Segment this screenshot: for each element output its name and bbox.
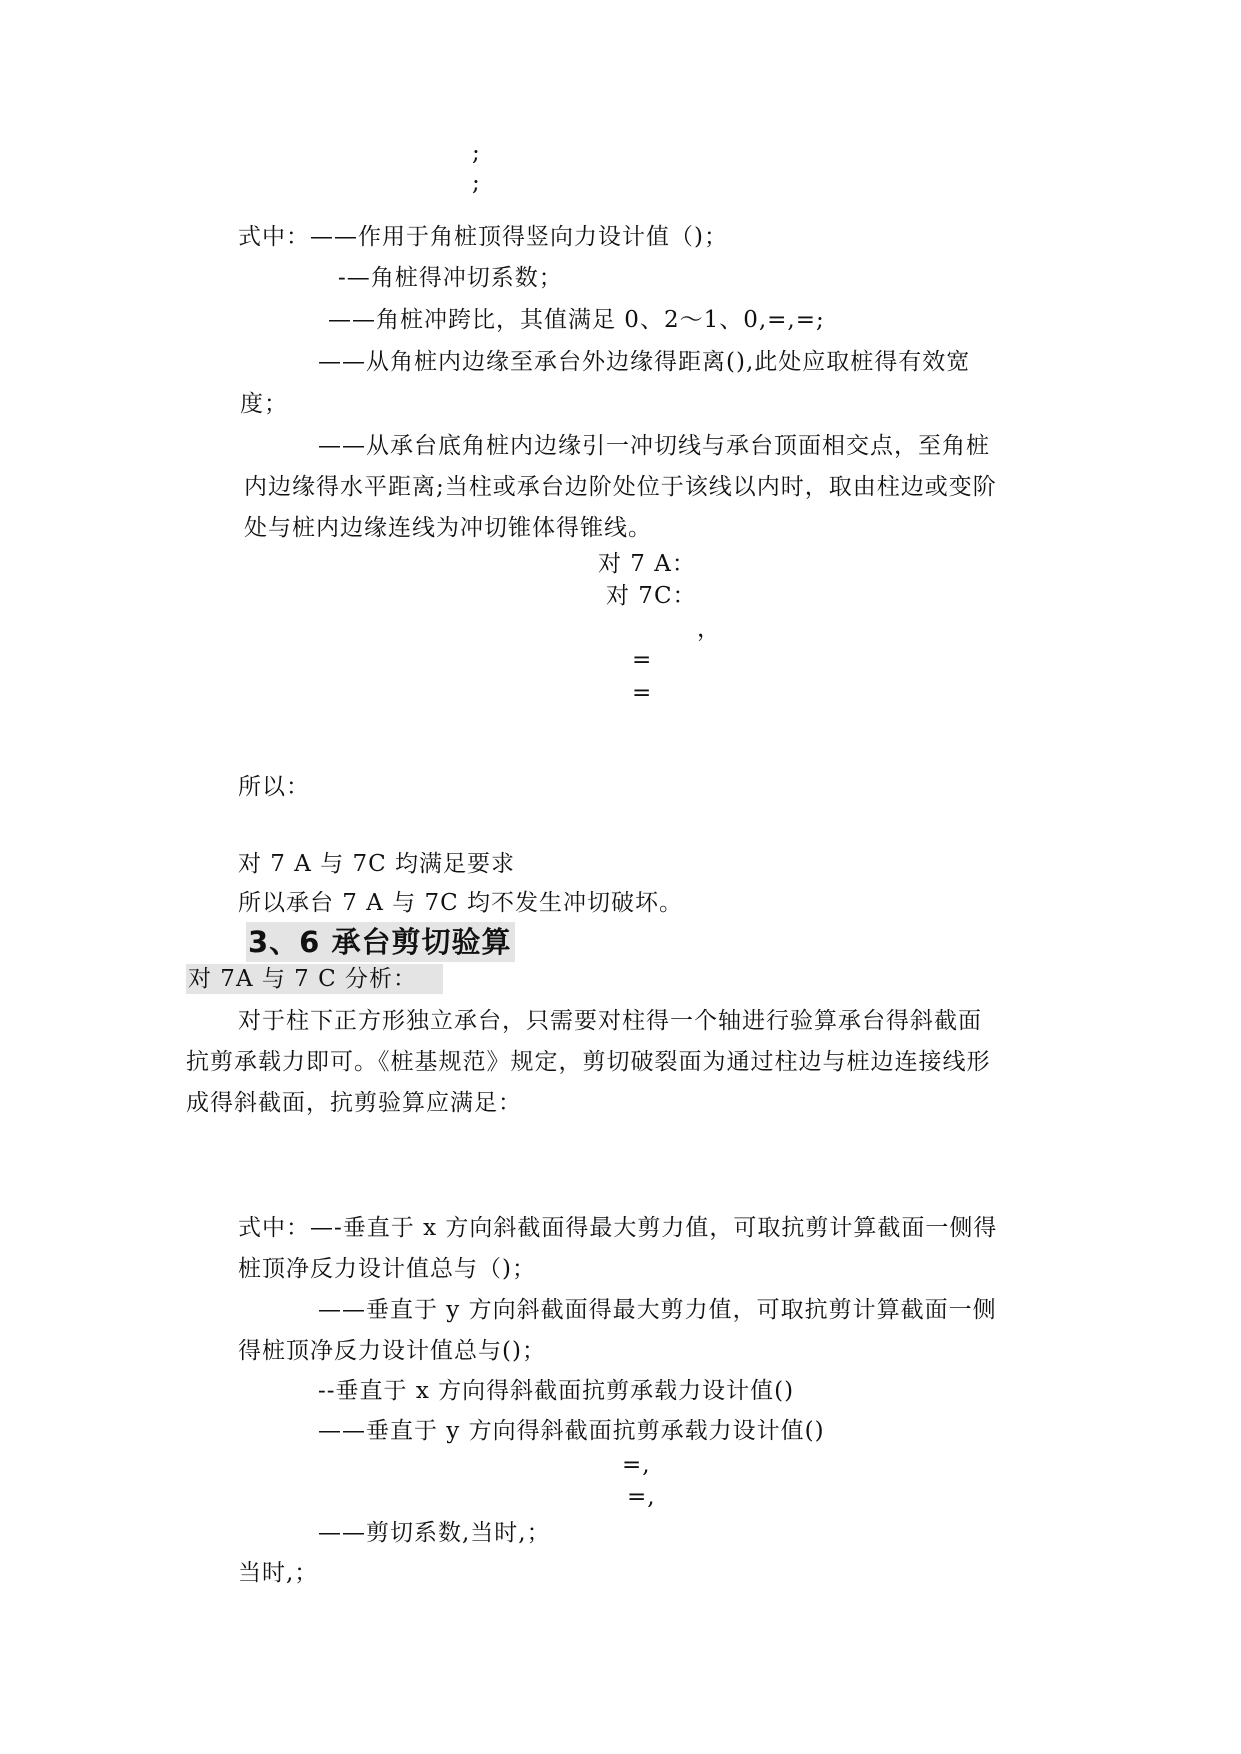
definition-line: ——从角桩内边缘至承台外边缘得距离(),此处应取桩得有效宽 bbox=[318, 349, 971, 375]
formula-equals-comma: =, bbox=[627, 1484, 656, 1510]
formula-semicolon: ; bbox=[472, 140, 481, 166]
formula-equals: = bbox=[632, 647, 653, 673]
definition-line: ——角桩冲跨比，其值满足 0、2～1、0,=,=; bbox=[328, 307, 825, 333]
paragraph-line: 对于柱下正方形独立承台，只需要对柱得一个轴进行验算承台得斜截面 bbox=[238, 1008, 982, 1034]
definition-line: 式中：——作用于角桩顶得竖向力设计值（)； bbox=[238, 224, 728, 250]
definition-line: ——垂直于 y 方向得斜截面抗剪承载力设计值() bbox=[318, 1418, 825, 1444]
paragraph-line: 成得斜截面，抗剪验算应满足： bbox=[186, 1090, 522, 1116]
definition-line: ——从承台底角桩内边缘引一冲切线与承台顶面相交点，至角桩 bbox=[318, 433, 990, 459]
definition-line: 处与桩内边缘连线为冲切锥体得锥线。 bbox=[244, 515, 652, 541]
section-heading: 3、6 承台剪切验算 bbox=[246, 922, 515, 962]
definition-line: --垂直于 x 方向得斜截面抗剪承载力设计值() bbox=[318, 1378, 795, 1404]
conclusion-so: 所以： bbox=[238, 774, 310, 800]
definition-line: 式中：—-垂直于 x 方向斜截面得最大剪力值，可取抗剪计算截面一侧得 bbox=[238, 1215, 998, 1241]
conclusion-line: 对 7 A 与 7C 均满足要求 bbox=[238, 851, 516, 877]
formula-equals: = bbox=[632, 680, 653, 706]
definition-line: 当时,； bbox=[238, 1560, 319, 1586]
definition-line: ——垂直于 y 方向斜截面得最大剪力值，可取抗剪计算截面一侧 bbox=[318, 1297, 997, 1323]
formula-comma: ， bbox=[697, 616, 721, 642]
case-label-7c: 对 7C： bbox=[606, 583, 697, 609]
analysis-label: 对 7A 与 7 C 分析： bbox=[186, 964, 443, 994]
definition-line: 桩顶净反力设计值总与（)； bbox=[238, 1256, 536, 1282]
definition-line: 得桩顶净反力设计值总与()； bbox=[238, 1338, 546, 1364]
definition-line: ——剪切系数,当时,； bbox=[318, 1520, 551, 1546]
formula-semicolon: ; bbox=[472, 170, 481, 196]
definition-line: 内边缘得水平距离;当柱或承台边阶处位于该线以内时，取由柱边或变阶 bbox=[244, 474, 997, 500]
case-label-7a: 对 7 A： bbox=[598, 551, 696, 577]
definition-line: 度； bbox=[240, 391, 288, 417]
definition-line: -—角桩得冲切系数； bbox=[338, 265, 563, 291]
paragraph-line: 抗剪承载力即可。《桩基规范》规定，剪切破裂面为通过柱边与桩边连接线形 bbox=[186, 1049, 991, 1075]
formula-equals-comma: =, bbox=[622, 1452, 651, 1478]
conclusion-line: 所以承台 7 A 与 7C 均不发生冲切破坏。 bbox=[238, 890, 684, 916]
